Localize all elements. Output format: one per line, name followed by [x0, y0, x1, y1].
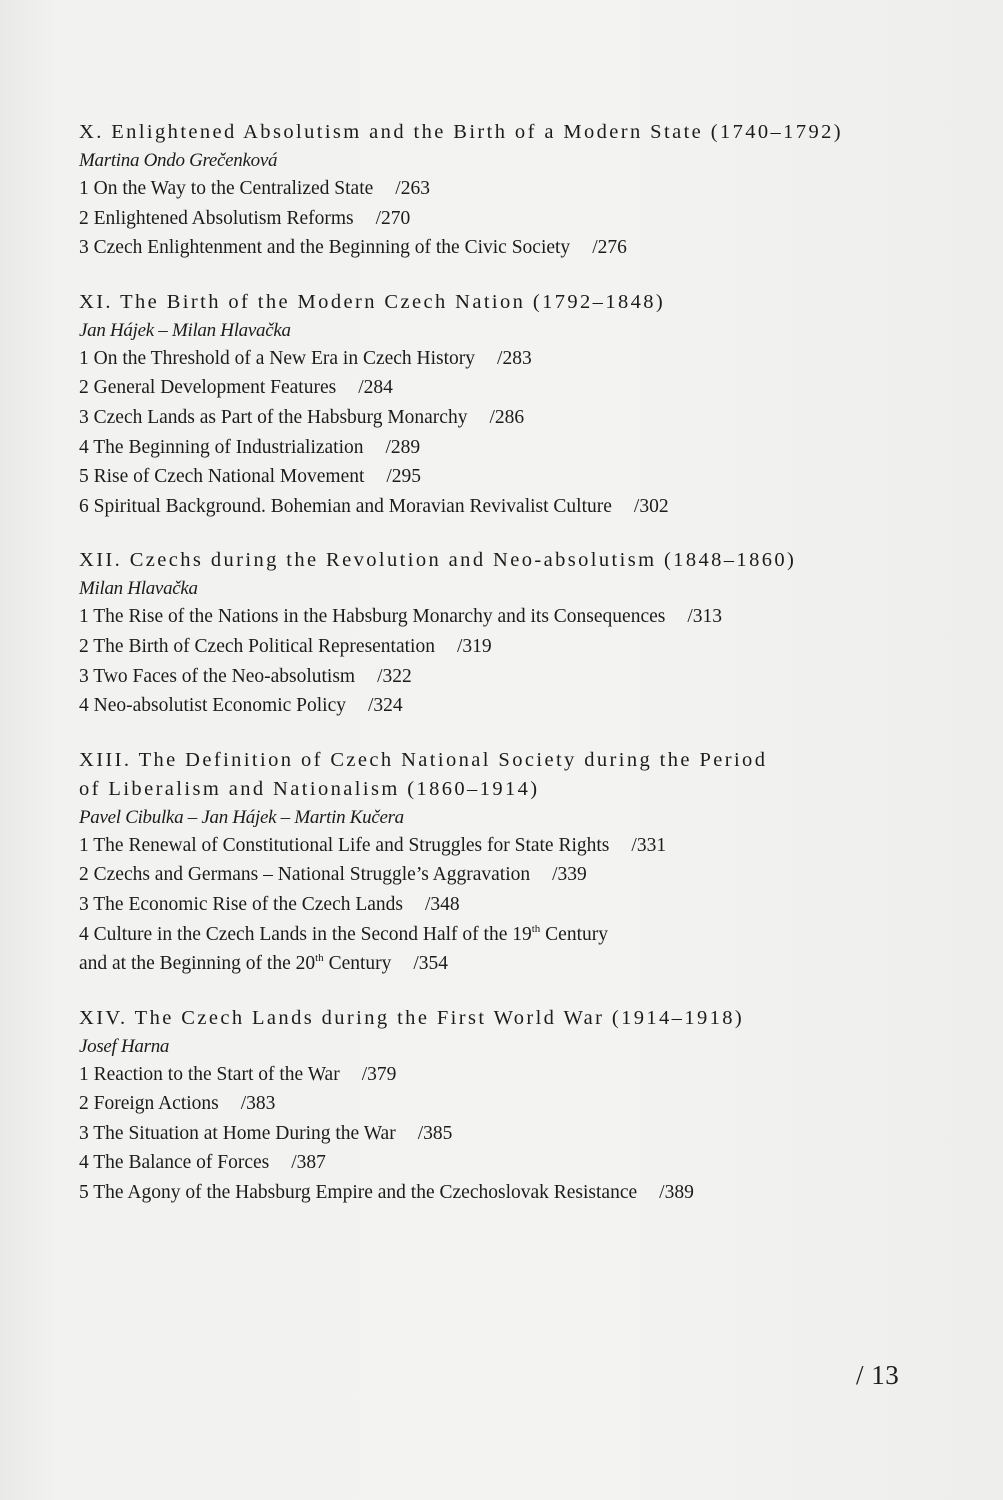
toc-entry [79, 890, 959, 920]
toc-entry [79, 373, 959, 403]
chapter-author: Jan Hájek – Milan Hlavačka [79, 319, 291, 341]
toc-entry [79, 602, 959, 632]
chapter-x [79, 118, 959, 263]
entry-text: 3 The Economic Rise of the Czech Lands [79, 893, 404, 915]
entry-text: 4 The Balance of Forces [79, 1152, 270, 1174]
entry-page: /286 [489, 406, 525, 428]
toc-entry [79, 662, 959, 692]
entry-text: 1 On the Threshold of a New Era in Czech History [79, 347, 476, 369]
toc-entry [79, 344, 959, 374]
entry-text: 1 The Rise of the Nations in the Habsburg Monarchy and its Consequences [79, 606, 666, 628]
entry-page: /313 [687, 606, 723, 628]
toc-entry [79, 462, 959, 492]
entry-text: 2 Foreign Actions [79, 1093, 219, 1115]
entry-page: /383 [240, 1093, 276, 1115]
entry-page: /283 [497, 347, 532, 369]
entry-page: /331 [631, 834, 667, 856]
chapter-title: X. Enlightened Absolutism and the Birth of a Modern State (1740–1792) [79, 121, 844, 143]
entry-page: /295 [386, 466, 422, 488]
toc-entry [79, 632, 959, 662]
toc-entry [79, 831, 959, 861]
entry-page: /324 [368, 695, 403, 717]
entry-page: /263 [395, 178, 430, 199]
chapter-title: XI. The Birth of the Modern Czech Nation (1792–1848) [79, 290, 666, 313]
entry-page: /276 [592, 237, 627, 259]
entry-text: 3 Two Faces of the Neo-absolutism [79, 665, 356, 687]
chapter-xiii [79, 746, 959, 979]
ordinal-suffix: th [531, 922, 541, 935]
table-of-contents [79, 118, 959, 1233]
chapter-title: XIV. The Czech Lands during the First World War (1914–1918) [79, 1006, 745, 1029]
chapter-author: Pavel Cibulka – Jan Hájek – Martin Kučera [79, 806, 404, 828]
toc-entry [79, 1148, 959, 1178]
entry-text: Century [540, 923, 608, 945]
entry-text: 2 The Birth of Czech Political Representation [79, 635, 435, 657]
entry-page: /339 [552, 864, 587, 886]
toc-entry [79, 433, 959, 463]
chapter-author: Martina Ondo Grečenková [79, 150, 278, 171]
chapter-xii [79, 546, 959, 720]
entry-page: /284 [358, 377, 393, 399]
entry-text: 4 Culture in the Czech Lands in the Second Half of the 19 [79, 923, 532, 945]
toc-entry [79, 403, 959, 433]
chapter-xi [79, 288, 959, 522]
entry-text: 4 Neo-absolutist Economic Policy [79, 695, 347, 717]
entry-text: 5 The Agony of the Habsburg Empire and the Czechoslovak Resistance [79, 1182, 638, 1204]
toc-entry [79, 1178, 959, 1208]
entry-page: /385 [417, 1122, 453, 1144]
chapter-author: Josef Harna [79, 1035, 170, 1057]
entry-text: 1 Reaction to the Start of the War [79, 1063, 340, 1085]
entry-page: /348 [425, 893, 460, 915]
toc-entry-line-1 [79, 920, 959, 950]
entry-text: 3 Czech Lands as Part of the Habsburg Monarchy [79, 406, 468, 428]
page-number: / 13 [856, 1360, 900, 1390]
toc-entry [79, 204, 959, 234]
toc-entry [79, 691, 959, 721]
entry-text: 1 The Renewal of Constitutional Life and Struggles for State Rights [79, 834, 610, 856]
entry-text: 3 Czech Enlightenment and the Beginning of the Civic Society [79, 237, 571, 259]
chapter-title: XII. Czechs during the Revolution and Neo-absolutism (1848–1860) [79, 549, 797, 572]
entry-page: /270 [375, 207, 411, 229]
entry-page: /389 [659, 1182, 694, 1204]
entry-page: /319 [456, 635, 492, 657]
toc-entry [79, 174, 959, 204]
entry-text: 6 Spiritual Background. Bohemian and Moravian Revivalist Culture [79, 495, 612, 517]
entry-text: 2 Czechs and Germans – National Struggle’s Aggravation [79, 864, 531, 886]
entry-text: and at the Beginning of the 20 [79, 953, 316, 975]
entry-page: /379 [361, 1063, 397, 1085]
toc-entry [79, 1060, 959, 1090]
toc-entry [79, 492, 959, 522]
entry-text: Century [323, 953, 392, 975]
entry-page: /302 [633, 495, 669, 517]
entry-text: 4 The Beginning of Industrialization [79, 436, 364, 458]
toc-entry [79, 1119, 959, 1149]
entry-page: /322 [377, 665, 412, 687]
toc-entry [79, 1089, 959, 1119]
chapter-title-line-2: of Liberalism and Nationalism (1860–1914) [79, 777, 540, 800]
chapter-xiv [79, 1004, 959, 1208]
ordinal-suffix: th [315, 952, 324, 965]
toc-entry-line-2 [79, 949, 959, 979]
entry-text: 2 General Development Features [79, 377, 337, 399]
toc-entry [79, 860, 959, 890]
chapter-author: Milan Hlavačka [79, 578, 198, 600]
chapter-title-line-1: XIII. The Definition of Czech National Society during the Period [79, 748, 768, 771]
entry-text: 1 On the Way to the Centralized State [79, 178, 374, 199]
entry-text: 2 Enlightened Absolutism Reforms [79, 207, 354, 229]
entry-text: 5 Rise of Czech National Movement [79, 466, 365, 488]
entry-page: /387 [291, 1152, 326, 1174]
entry-text: 3 The Situation at Home During the War [79, 1122, 396, 1144]
entry-page: /289 [385, 436, 421, 458]
entry-page: /354 [413, 953, 449, 975]
toc-entry [79, 233, 959, 263]
